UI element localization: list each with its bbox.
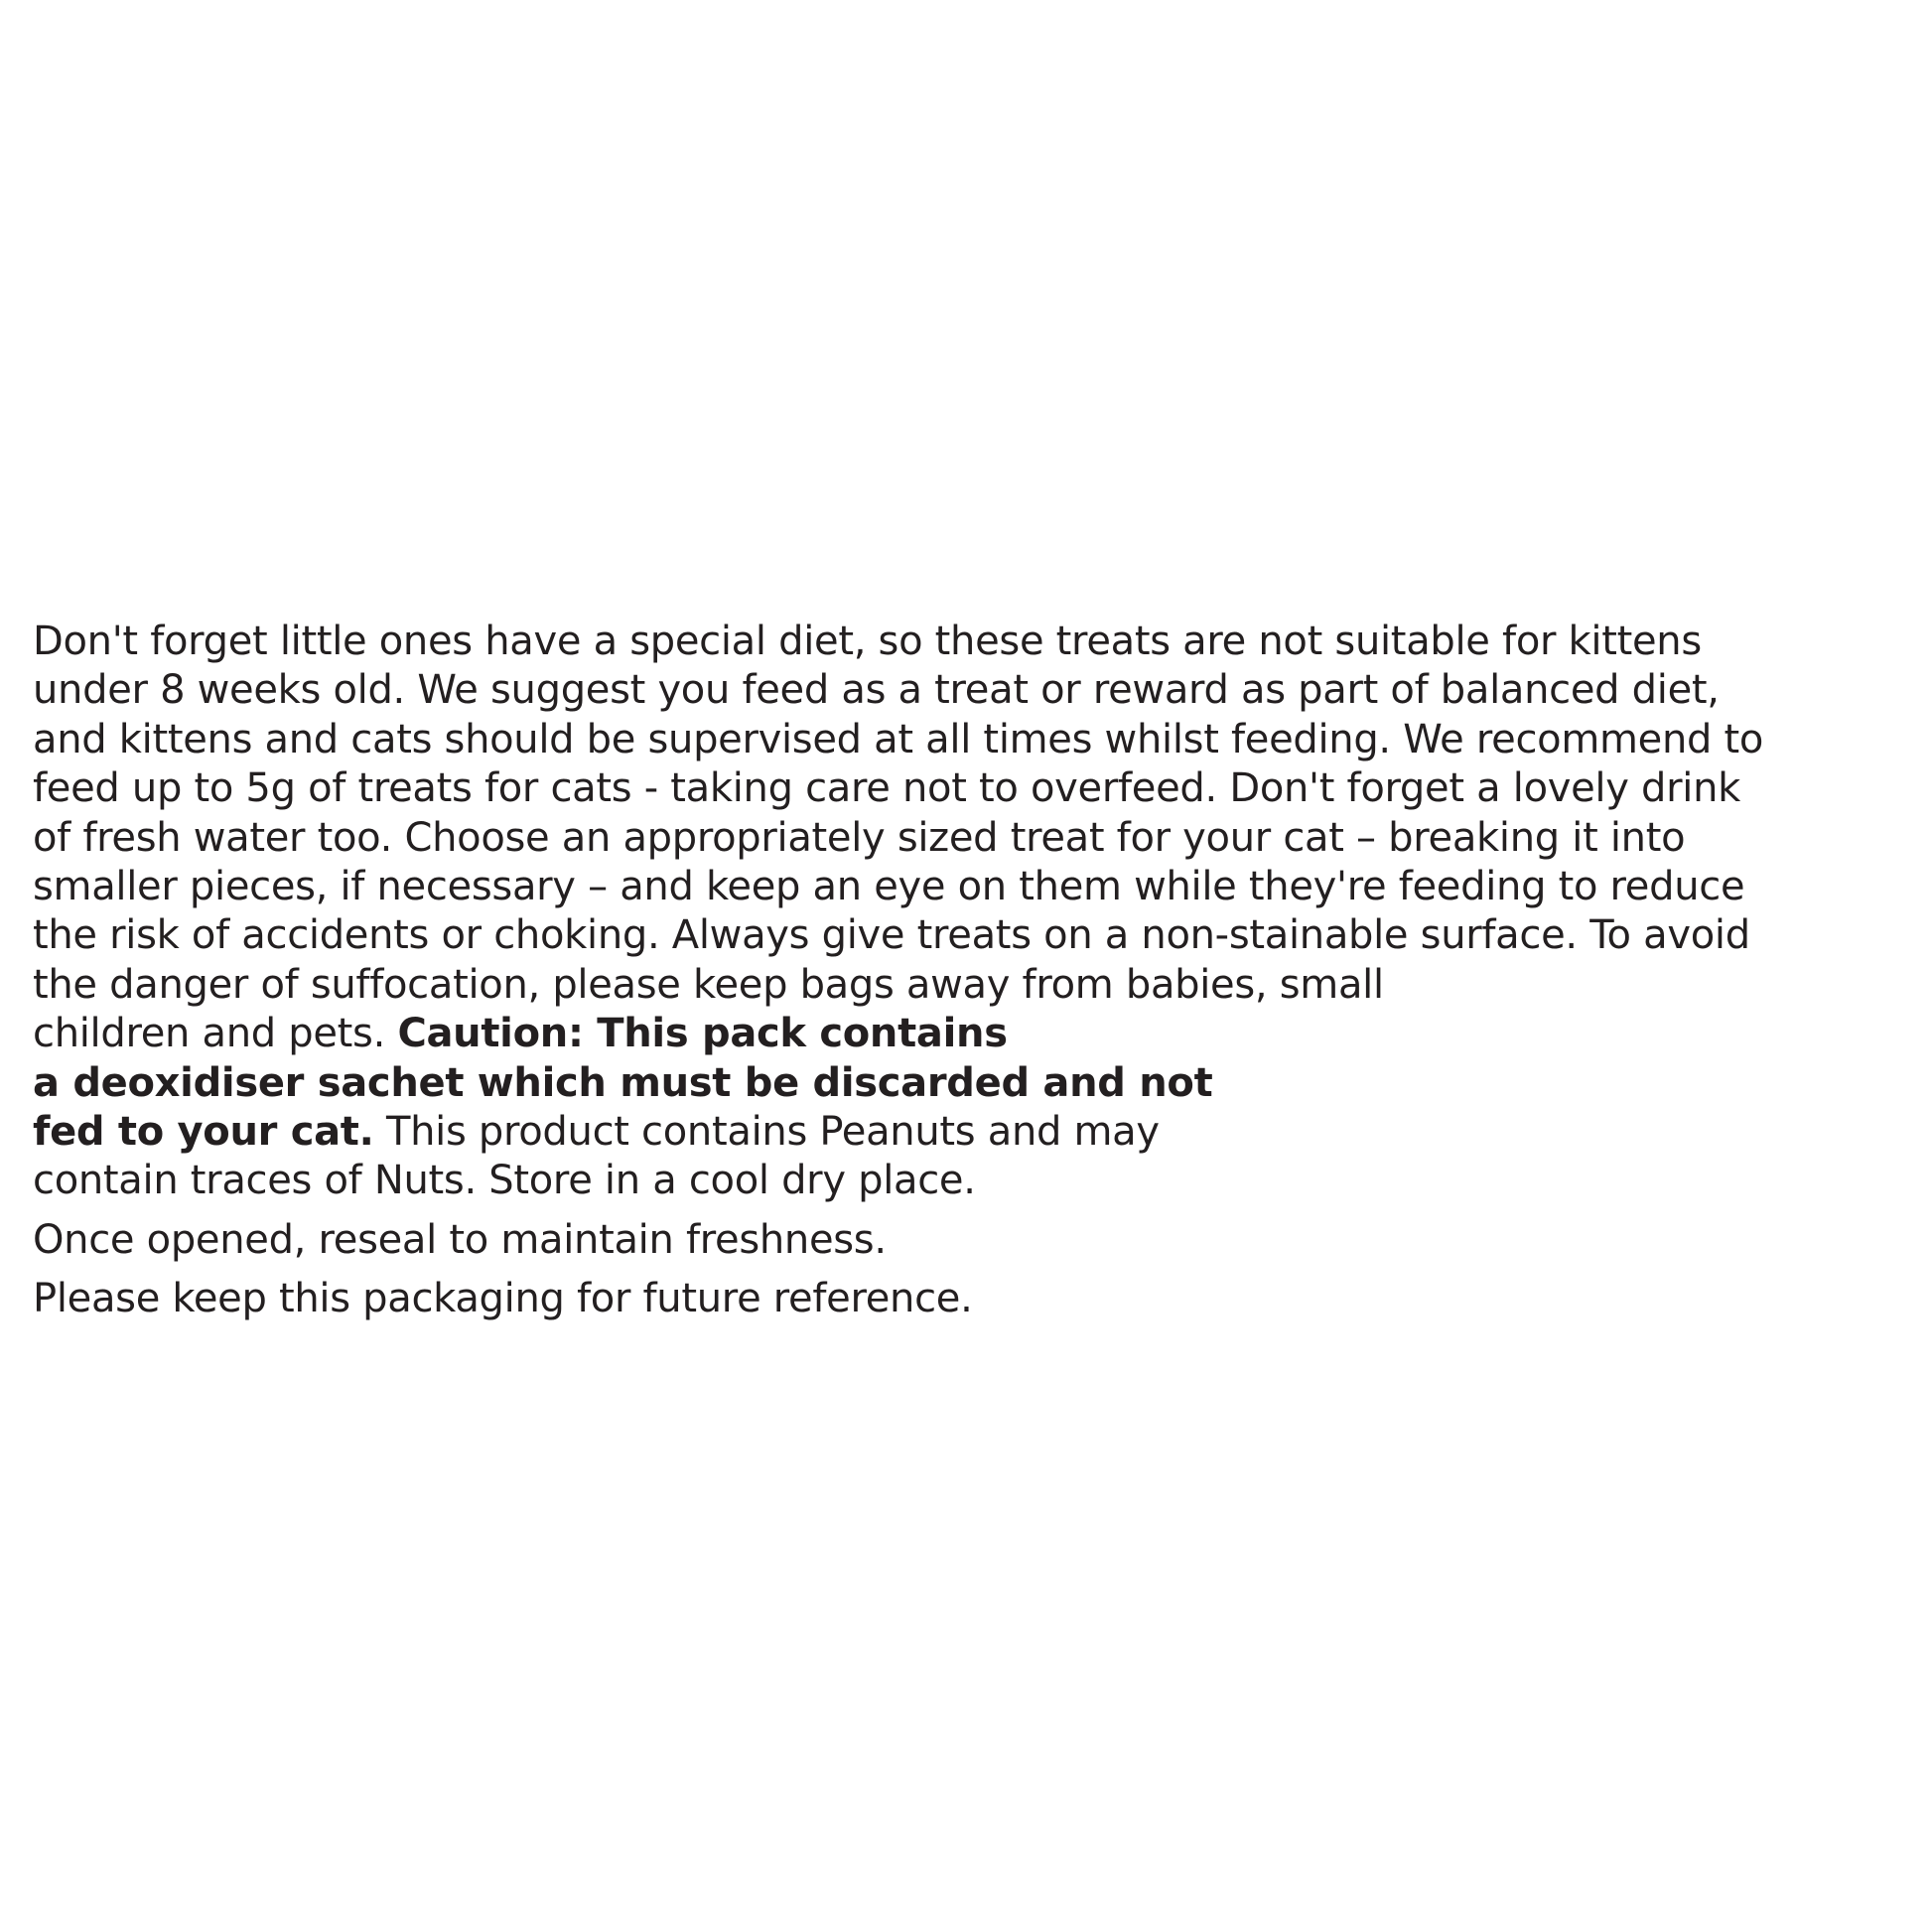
text-run: children and pets. [33, 1011, 398, 1057]
caution-text: fed to your cat. [33, 1109, 374, 1156]
caution-text: a deoxidiser sachet which must be discarded and not [33, 1059, 1213, 1106]
text-line: the risk of accidents or choking. Always give treats on a non-stainable surface. To avoid [33, 912, 1750, 959]
text-line: feed up to 5g of treats for cats - taking care not to overfeed. Don't forget a lovely drink [33, 765, 1740, 812]
text-line [33, 1010, 1919, 1058]
text-line: under 8 weeks old. We suggest you feed as a treat or reward as part of balanced diet, [33, 667, 1720, 714]
text-line: of fresh water too. Choose an appropriately sized treat for your cat – breaking it into [33, 814, 1686, 861]
text-line [33, 1108, 1919, 1157]
text-line: contain traces of Nuts. Store in a cool dry place. [33, 1158, 976, 1204]
text-line: Don't forget little ones have a special diet, so these treats are not suitable for kittens [33, 619, 1702, 664]
text-line: and kittens and cats should be supervised at all times whilst feeding. We recommend to [33, 716, 1764, 762]
text-run: This product contains Peanuts and may [373, 1109, 1160, 1156]
text-line: Please keep this packaging for future reference. [33, 1276, 973, 1322]
text-line: smaller pieces, if necessary – and keep an eye on them while they're feeding to reduce [33, 864, 1745, 910]
label-text-block [33, 618, 1919, 1324]
caution-text: Caution: This pack contains [397, 1011, 1008, 1057]
text-line: Once opened, reseal to maintain freshness. [33, 1216, 887, 1263]
text-line: the danger of suffocation, please keep bags away from babies, small [33, 961, 1384, 1008]
